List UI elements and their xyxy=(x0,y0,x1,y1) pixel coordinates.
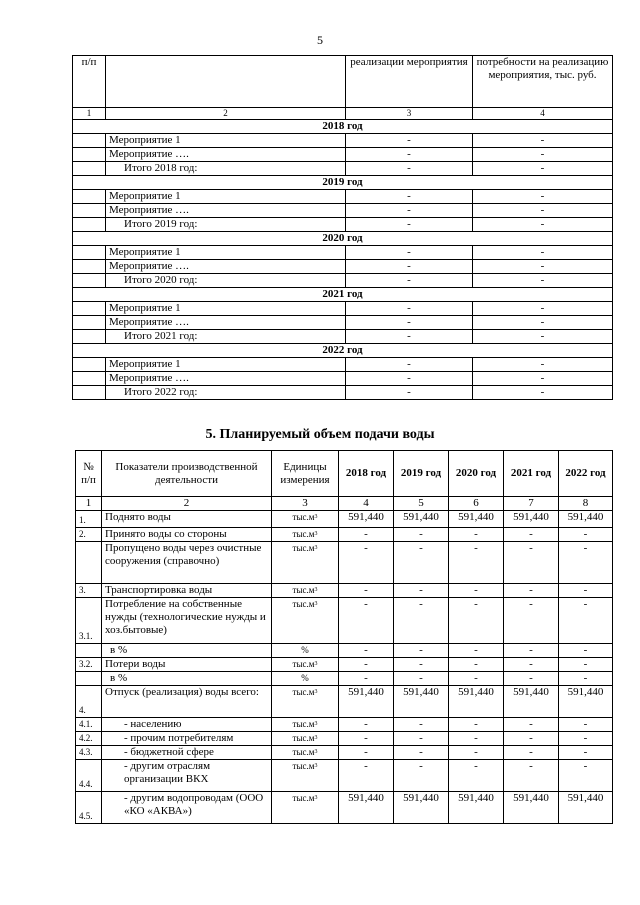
unit-superscript: 3 xyxy=(314,601,318,607)
row-value: - xyxy=(449,644,504,658)
row-value-funding: - xyxy=(473,134,613,148)
section-title: 5. Планируемый объем подачи воды xyxy=(205,427,435,442)
row-value: - xyxy=(504,718,559,732)
column-number: 4 xyxy=(339,497,394,511)
row-value: - xyxy=(394,598,449,644)
column-number: 7 xyxy=(504,497,559,511)
row-value-funding: - xyxy=(473,162,613,176)
table-row xyxy=(76,760,613,792)
table-row xyxy=(76,718,613,732)
row-value: 591,440 xyxy=(559,511,613,528)
row-unit: $тыс.м^3$ xyxy=(272,658,339,672)
row-value: - xyxy=(449,718,504,732)
row-value: - xyxy=(449,584,504,598)
row-value: - xyxy=(339,672,394,686)
year-label: 2020 год xyxy=(73,232,613,246)
row-value: - xyxy=(339,718,394,732)
row-num xyxy=(76,542,102,584)
row-unit: % xyxy=(272,672,339,686)
row-value: - xyxy=(339,584,394,598)
header-col-realization: реализации мероприятия xyxy=(346,56,473,108)
table-header-row xyxy=(76,451,613,497)
header-year: 2018 год xyxy=(339,451,394,497)
unit-superscript: 3 xyxy=(314,735,318,741)
row-unit: $тыс.м^3$ xyxy=(272,528,339,542)
row-value: - xyxy=(504,732,559,746)
year-label: 2022 год xyxy=(73,344,613,358)
header-col-num: п/п xyxy=(73,56,106,108)
year-label: 2019 год xyxy=(73,176,613,190)
table-row xyxy=(76,598,613,644)
table-row xyxy=(76,584,613,598)
year-row xyxy=(73,176,613,190)
table-row xyxy=(73,246,613,260)
table-row xyxy=(73,204,613,218)
page-number: 5 xyxy=(317,33,323,47)
row-value-realization: - xyxy=(346,190,473,204)
row-value: - xyxy=(559,644,613,658)
row-value: 591,440 xyxy=(504,511,559,528)
row-value-realization: - xyxy=(346,162,473,176)
row-unit: $тыс.м^3$ xyxy=(272,511,339,528)
row-value: - xyxy=(504,542,559,584)
row-name: Мероприятие 1 xyxy=(106,134,346,148)
header-col-funding: потребности на реализацию мероприятия, тыс. руб. xyxy=(473,56,613,108)
column-numbers-row xyxy=(76,497,613,511)
row-value-funding: - xyxy=(473,274,613,288)
row-value: - xyxy=(339,658,394,672)
row-value: - xyxy=(449,528,504,542)
row-num xyxy=(76,644,102,658)
row-num: 3. xyxy=(76,584,102,598)
year-row xyxy=(73,344,613,358)
row-unit: $тыс.м^3$ xyxy=(272,598,339,644)
row-name: Мероприятие 1 xyxy=(106,358,346,372)
row-num xyxy=(73,218,106,232)
row-num xyxy=(73,274,106,288)
table-row xyxy=(76,658,613,672)
row-indicator: Транспортировка воды xyxy=(102,584,272,598)
row-value: - xyxy=(394,760,449,792)
header-year: 2021 год xyxy=(504,451,559,497)
row-value-realization: - xyxy=(346,274,473,288)
row-value: - xyxy=(559,718,613,732)
row-value: - xyxy=(559,658,613,672)
column-number: 5 xyxy=(394,497,449,511)
table-row xyxy=(73,386,613,400)
water-supply-volume-table xyxy=(75,450,613,824)
row-value: - xyxy=(504,598,559,644)
row-value: - xyxy=(394,658,449,672)
header-year: 2022 год xyxy=(559,451,613,497)
table-row xyxy=(76,732,613,746)
table-row xyxy=(73,148,613,162)
row-name: Итого 2019 год: xyxy=(106,218,346,232)
row-indicator: - населению xyxy=(102,718,272,732)
row-value-realization: - xyxy=(346,330,473,344)
row-value: - xyxy=(394,718,449,732)
table-row xyxy=(76,542,613,584)
row-num xyxy=(73,372,106,386)
table-row xyxy=(76,672,613,686)
row-indicator: Поднято воды xyxy=(102,511,272,528)
row-num xyxy=(73,358,106,372)
row-value: - xyxy=(504,584,559,598)
row-indicator: Пропущено воды через очистные сооружения (справочно) xyxy=(102,542,272,584)
table-header-row xyxy=(73,56,613,108)
row-value: 591,440 xyxy=(394,686,449,718)
row-value-realization: - xyxy=(346,218,473,232)
row-num: 4.3. xyxy=(76,746,102,760)
row-value: - xyxy=(559,732,613,746)
row-num: 4. xyxy=(76,686,102,718)
column-number: 2 xyxy=(106,108,346,120)
row-num: 4.4. xyxy=(76,760,102,792)
year-label: 2018 год xyxy=(73,120,613,134)
row-value: - xyxy=(449,732,504,746)
row-value-realization: - xyxy=(346,246,473,260)
table-row xyxy=(73,358,613,372)
row-value-realization: - xyxy=(346,148,473,162)
row-value: - xyxy=(449,598,504,644)
column-numbers-row xyxy=(73,108,613,120)
year-row xyxy=(73,232,613,246)
row-num: 3.1. xyxy=(76,598,102,644)
row-value-funding: - xyxy=(473,260,613,274)
row-num xyxy=(73,204,106,218)
row-value: 591,440 xyxy=(559,792,613,824)
row-unit: $тыс.м^3$ xyxy=(272,686,339,718)
row-num xyxy=(73,246,106,260)
row-unit: $тыс.м^3$ xyxy=(272,760,339,792)
row-value-funding: - xyxy=(473,372,613,386)
row-value: - xyxy=(339,746,394,760)
row-name: Итого 2020 год: xyxy=(106,274,346,288)
table-row xyxy=(73,274,613,288)
column-number: 3 xyxy=(346,108,473,120)
row-name: Мероприятие 1 xyxy=(106,302,346,316)
table-row xyxy=(76,511,613,528)
row-value-funding: - xyxy=(473,386,613,400)
row-name: Мероприятие 1 xyxy=(106,190,346,204)
row-value: 591,440 xyxy=(339,792,394,824)
row-indicator: - прочим потребителям xyxy=(102,732,272,746)
row-name: Мероприятие …. xyxy=(106,316,346,330)
row-indicator: - бюджетной сфере xyxy=(102,746,272,760)
row-indicator: - другим отраслям организации ВКХ xyxy=(102,760,272,792)
row-value-funding: - xyxy=(473,190,613,204)
row-name: Мероприятие 1 xyxy=(106,246,346,260)
row-name: Итого 2022 год: xyxy=(106,386,346,400)
row-value: - xyxy=(339,732,394,746)
row-num: 4.2. xyxy=(76,732,102,746)
header-num: № п/п xyxy=(76,451,102,497)
row-num xyxy=(76,672,102,686)
row-num xyxy=(73,148,106,162)
row-name: Итого 2018 год: xyxy=(106,162,346,176)
row-value: 591,440 xyxy=(449,511,504,528)
row-value-realization: - xyxy=(346,372,473,386)
header-year: 2019 год xyxy=(394,451,449,497)
row-value: - xyxy=(449,746,504,760)
row-num xyxy=(73,134,106,148)
row-value: - xyxy=(559,584,613,598)
year-label: 2021 год xyxy=(73,288,613,302)
row-unit: $тыс.м^3$ xyxy=(272,542,339,584)
row-value: - xyxy=(504,658,559,672)
row-value-realization: - xyxy=(346,358,473,372)
unit-superscript: 3 xyxy=(314,749,318,755)
table-row xyxy=(73,260,613,274)
row-value: 591,440 xyxy=(559,686,613,718)
row-value: - xyxy=(504,760,559,792)
table-row xyxy=(73,302,613,316)
row-unit: $тыс.м^3$ xyxy=(272,792,339,824)
row-value: - xyxy=(504,672,559,686)
column-number: 8 xyxy=(559,497,613,511)
row-num xyxy=(73,260,106,274)
row-value: 591,440 xyxy=(504,792,559,824)
row-name: Мероприятие …. xyxy=(106,260,346,274)
row-num xyxy=(73,316,106,330)
row-value: 591,440 xyxy=(394,792,449,824)
row-value: - xyxy=(394,746,449,760)
row-num: 4.1. xyxy=(76,718,102,732)
row-value-realization: - xyxy=(346,302,473,316)
table-row xyxy=(76,528,613,542)
row-value: - xyxy=(559,672,613,686)
row-indicator: Принято воды со стороны xyxy=(102,528,272,542)
row-value: - xyxy=(559,528,613,542)
year-row xyxy=(73,120,613,134)
unit-superscript: 3 xyxy=(314,514,318,520)
row-value-funding: - xyxy=(473,330,613,344)
row-value-funding: - xyxy=(473,316,613,330)
row-value: - xyxy=(559,542,613,584)
column-number: 1 xyxy=(76,497,102,511)
table-row xyxy=(73,316,613,330)
unit-superscript: 3 xyxy=(314,721,318,727)
row-indicator: Потери воды xyxy=(102,658,272,672)
row-value: - xyxy=(339,644,394,658)
column-number: 6 xyxy=(449,497,504,511)
row-value-funding: - xyxy=(473,204,613,218)
row-value: - xyxy=(559,598,613,644)
table-row xyxy=(76,746,613,760)
row-unit: $тыс.м^3$ xyxy=(272,718,339,732)
row-num xyxy=(73,162,106,176)
row-value: - xyxy=(559,746,613,760)
unit-superscript: 3 xyxy=(314,763,318,769)
unit-superscript: 3 xyxy=(314,661,318,667)
row-value: - xyxy=(339,760,394,792)
row-name: Мероприятие …. xyxy=(106,148,346,162)
row-indicator: Отпуск (реализация) воды всего: xyxy=(102,686,272,718)
unit-superscript: 3 xyxy=(314,545,318,551)
table-row xyxy=(76,644,613,658)
row-value-funding: - xyxy=(473,358,613,372)
row-value: 591,440 xyxy=(394,511,449,528)
table-row xyxy=(73,190,613,204)
row-value: - xyxy=(449,672,504,686)
row-indicator: в % xyxy=(102,672,272,686)
row-indicator: Потребление на собственные нужды (технологические нужды и хоз.бытовые) xyxy=(102,598,272,644)
table-row xyxy=(73,218,613,232)
row-value: - xyxy=(339,542,394,584)
table-row xyxy=(73,330,613,344)
row-num: 4.5. xyxy=(76,792,102,824)
table-row xyxy=(73,372,613,386)
row-value: 591,440 xyxy=(449,792,504,824)
row-num xyxy=(73,302,106,316)
year-row xyxy=(73,288,613,302)
row-value: 591,440 xyxy=(339,511,394,528)
row-num xyxy=(73,190,106,204)
row-value: - xyxy=(449,542,504,584)
row-value: 591,440 xyxy=(339,686,394,718)
unit-superscript: 3 xyxy=(314,587,318,593)
row-value: - xyxy=(394,732,449,746)
row-value: - xyxy=(449,658,504,672)
row-num xyxy=(73,330,106,344)
row-value: - xyxy=(504,528,559,542)
row-unit: % xyxy=(272,644,339,658)
column-number: 2 xyxy=(102,497,272,511)
header-col-name xyxy=(106,56,346,108)
row-value: - xyxy=(339,598,394,644)
row-value: - xyxy=(504,746,559,760)
header-unit: Единицы измерения xyxy=(272,451,339,497)
row-num: 1. xyxy=(76,511,102,528)
row-value: - xyxy=(394,542,449,584)
row-name: Итого 2021 год: xyxy=(106,330,346,344)
row-value: - xyxy=(394,584,449,598)
row-value: - xyxy=(339,528,394,542)
row-value-funding: - xyxy=(473,218,613,232)
table-row xyxy=(76,792,613,824)
row-indicator: в % xyxy=(102,644,272,658)
row-unit: $тыс.м^3$ xyxy=(272,584,339,598)
row-value: - xyxy=(559,760,613,792)
column-number: 4 xyxy=(473,108,613,120)
unit-superscript: 3 xyxy=(314,689,318,695)
table-row xyxy=(73,134,613,148)
row-num: 2. xyxy=(76,528,102,542)
header-year: 2020 год xyxy=(449,451,504,497)
row-indicator: - другим водопроводам (ООО «КО «АКВА») xyxy=(102,792,272,824)
activities-funding-table xyxy=(72,55,613,400)
row-value-funding: - xyxy=(473,148,613,162)
row-unit: $тыс.м^3$ xyxy=(272,732,339,746)
row-name: Мероприятие …. xyxy=(106,204,346,218)
row-value: - xyxy=(394,672,449,686)
table-row xyxy=(76,686,613,718)
row-value-realization: - xyxy=(346,260,473,274)
table-row xyxy=(73,162,613,176)
row-unit: $тыс.м^3$ xyxy=(272,746,339,760)
row-value-realization: - xyxy=(346,316,473,330)
row-num xyxy=(73,386,106,400)
row-value-realization: - xyxy=(346,134,473,148)
row-value: 591,440 xyxy=(449,686,504,718)
row-value-realization: - xyxy=(346,386,473,400)
header-indicator: Показатели производственной деятельности xyxy=(102,451,272,497)
unit-superscript: 3 xyxy=(314,531,318,537)
row-value: - xyxy=(394,644,449,658)
column-number: 1 xyxy=(73,108,106,120)
unit-superscript: 3 xyxy=(314,795,318,801)
row-value-realization: - xyxy=(346,204,473,218)
column-number: 3 xyxy=(272,497,339,511)
row-value: 591,440 xyxy=(504,686,559,718)
row-value-funding: - xyxy=(473,302,613,316)
row-value-funding: - xyxy=(473,246,613,260)
row-name: Мероприятие …. xyxy=(106,372,346,386)
row-value: - xyxy=(394,528,449,542)
row-num: 3.2. xyxy=(76,658,102,672)
row-value: - xyxy=(449,760,504,792)
row-value: - xyxy=(504,644,559,658)
